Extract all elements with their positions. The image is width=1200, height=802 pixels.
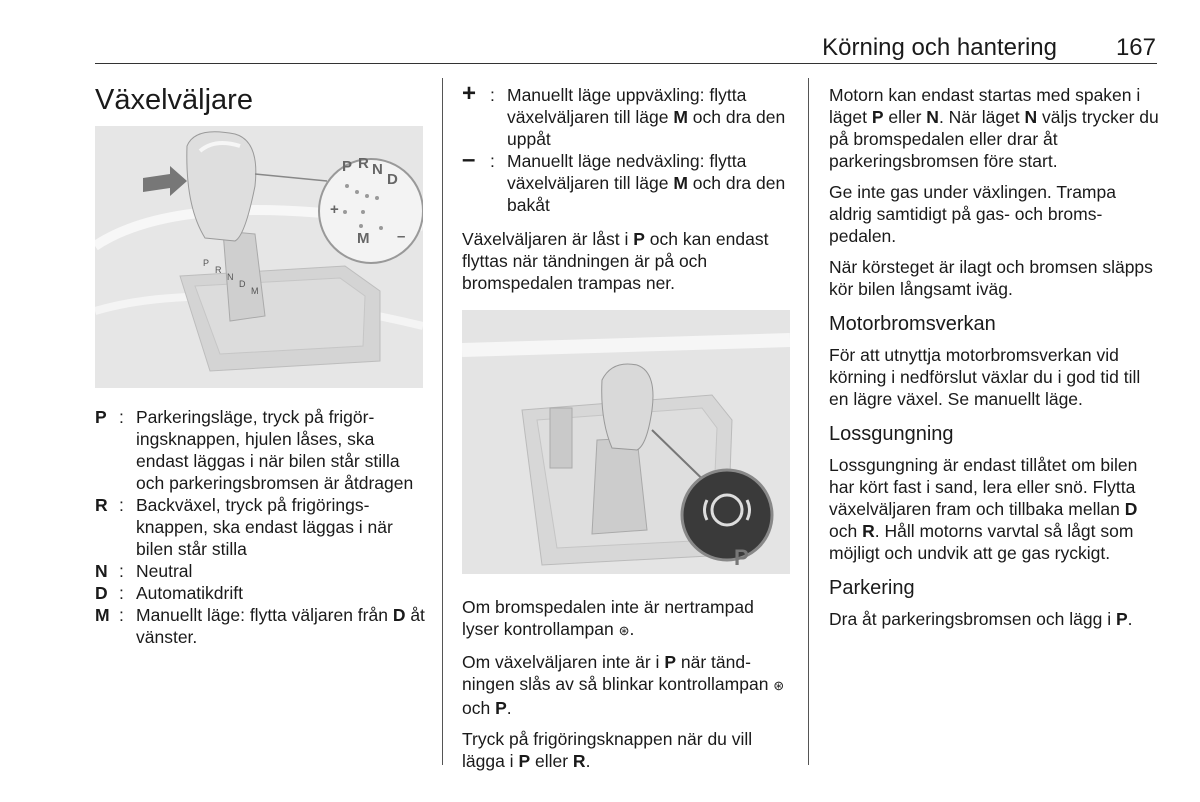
lever-locked-text: Växelväljaren är låst i P och kan endast flyttas när tändningen är på och bromspedalen trampas ner. [462,229,769,293]
gear-def-r: R : Backväxel, tryck på frigöringsknappen, ska endast läggas i när bilen står stilla [95,495,393,559]
section-title: Växelväljare [95,84,253,116]
svg-text:R: R [215,265,222,275]
engine-start-text: Motorn kan endast startas med spaken i läget P eller N. När läget N väljs trycker du på bromspedalen eller drar åt parkeringsbromsen före start. [829,85,1159,171]
svg-text:N: N [227,272,234,282]
column-separator-2 [808,78,809,765]
no-gas-text: Ge inte gas under växlingen. Trampa aldrig samtidigt på gas- och bromspedalen. [829,182,1116,246]
engine-brake-heading: Motorbromsverkan [829,313,996,335]
rocking-heading: Lossgungning [829,423,954,445]
svg-text:–: – [397,228,406,245]
svg-text:R: R [358,155,369,172]
release-button-text: Tryck på frigöringsknappen när du vill lägga i P eller R. [462,729,753,771]
gear-def-m: M : Manuellt läge: flytta väljaren från D åt vänster. [95,605,425,647]
column-separator-1 [442,78,443,765]
column-2 [462,80,792,303]
manual-downshift-def: – : Manuellt läge nedväxling: flytta växelväljaren till läge M och dra den bakåt [462,146,786,215]
parking-text: Dra åt parkeringsbromsen och lägg i P. [829,609,1133,629]
svg-text:D: D [239,279,246,289]
gear-def-n: N : Neutral [95,561,193,581]
brake-warning-icon: ⊛ [618,623,630,638]
parking-heading: Parkering [829,577,915,599]
brake-indicator-illustration [462,310,790,574]
svg-text:M: M [357,230,370,247]
warning-light-text: Om bromspedalen inte är nertrampad lyser kontrollampan ⊛. [462,596,792,642]
column-3 [829,84,1159,639]
svg-text:P: P [203,258,210,268]
svg-text:P: P [734,545,749,570]
page-number: 167 [1115,34,1156,61]
rocking-text: Lossgungning är endast tillåtet om bilen har kört fast i sand, lera eller snö. Flytta växelväljaren fram och tillbaka mellan D och R. Håll motorns varvtal så lågt som möjligt och undvik att ge gas ryckigt. [829,455,1138,563]
column-2-lower [462,596,792,781]
gear-def-d: D : Automatikdrift [95,583,243,603]
warning-blink-text: Om växelväljaren inte är i P när tändningen slås av så blinkar kontrollampan ⊛ och P. [462,652,785,718]
brake-indicator-drawing [462,310,790,574]
creep-text: När körsteget är ilagt och bromsen släpps kör bilen långsamt iväg. [829,257,1153,299]
gear-def-p: P : Parkeringsläge, tryck på frigöringsknappen, hjulen låses, ska endast läggas i när bilen står stilla och parkeringsbromsen är åtdragen [95,407,414,493]
gear-selector-illustration [95,126,423,388]
gear-definitions [95,406,425,648]
svg-text:P: P [342,158,353,175]
brake-warning-icon: ⊛ [773,678,785,693]
svg-text:N: N [372,161,383,178]
manual-upshift-def: + : Manuellt läge uppväxling: flytta växelväljaren till läge M och dra den uppåt [462,80,786,149]
header-rule [95,63,1157,64]
svg-text:+: + [330,201,339,218]
engine-brake-text: För att utnyttja motorbromsverkan vid körning i nedförslut växlar du i god tid till en lägre växel. Se manuellt läge. [829,345,1141,409]
svg-text:M: M [251,286,259,296]
svg-text:D: D [387,171,398,188]
running-header-title: Körning och hantering [822,34,1057,61]
gear-selector-drawing [95,126,423,388]
